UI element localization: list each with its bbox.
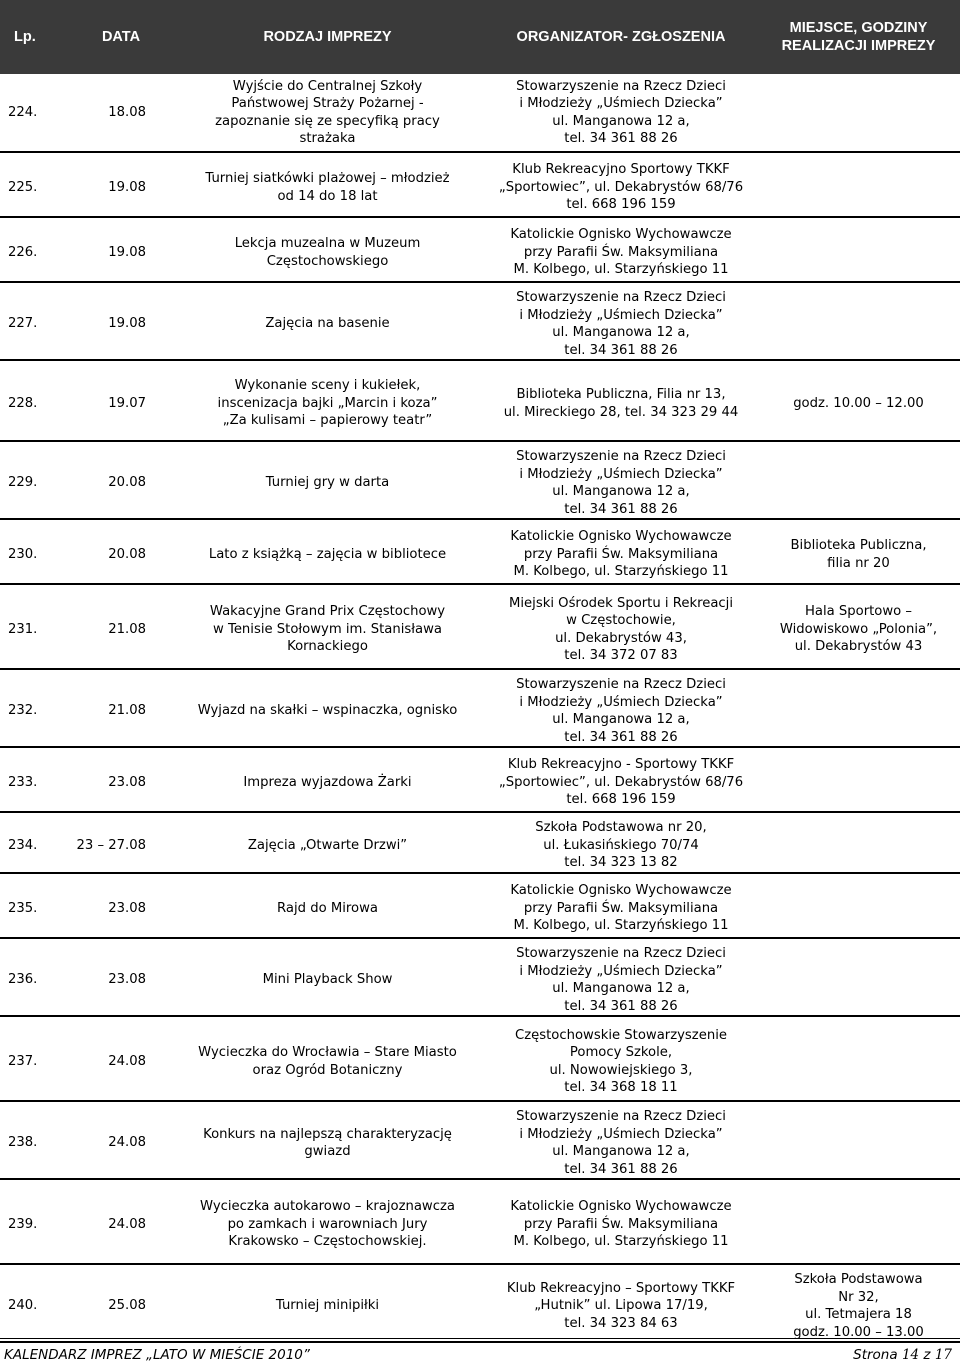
row-date: 24.08 [72,1023,170,1101]
row-organizer: Stowarzyszenie na Rzecz Dzieci i Młodzieży „Uśmiech Dziecka” ul. Manganowa 12 a, tel. 34 361 88 26 [485,448,757,519]
row-organizer: Klub Rekreacyjno – Sportowy TKKF „Hutnik” ul. Lipowa 17/19, tel. 34 323 84 63 [485,1271,757,1342]
row-place [757,159,960,217]
row-place [757,1186,960,1264]
table-row [0,1108,960,1179]
table-row [0,224,960,282]
footer-of-label: z [923,1347,931,1363]
header-lp: Lp. [0,0,72,74]
row-place [757,224,960,282]
row-organizer: Szkoła Podstawowa nr 20, ul. Łukasińskiego 70/74 tel. 34 323 13 82 [485,819,757,873]
row-place [757,1108,960,1179]
table-row [0,1186,960,1264]
row-lp: 227. [0,289,72,360]
row-event: Wyjście do Centralnej Szkoły Państwowej Straży Pożarnej - zapoznanie się ze specyfiką pracy strażaka [170,74,485,152]
table-body [0,74,960,1342]
table-row [0,819,960,873]
header-date: DATA [72,0,170,74]
footer-page-num: 14 [901,1347,920,1363]
footer-page-total: 17 [934,1347,952,1363]
row-event: Turniej gry w darta [170,448,485,519]
row-date: 24.08 [72,1186,170,1264]
row-event: Wykonanie sceny i kukiełek, inscenizacja bajki „Marcin i koza” „Za kulisami – papierowy teatr” [170,367,485,441]
row-event: Wakacyjne Grand Prix Częstochowy w Tenisie Stołowym im. Stanisława Kornackiego [170,591,485,669]
row-place [757,945,960,1016]
table-row [0,289,960,360]
header-place [757,0,960,74]
row-event: Mini Playback Show [170,945,485,1016]
row-lp: 230. [0,526,72,584]
table-row [0,1023,960,1101]
row-place [757,289,960,360]
row-date: 19.08 [72,159,170,217]
row-spacer [0,669,960,676]
row-lp: 234. [0,819,72,873]
row-date: 19.08 [72,224,170,282]
footer-title: KALENDARZ IMPREZ „LATO W MIEŚCIE 2010” [4,1347,310,1363]
header-organizer: ORGANIZATOR- ZGŁOSZENIA [485,0,757,74]
row-lp: 233. [0,754,72,812]
row-lp: 229. [0,448,72,519]
row-spacer [0,1179,960,1186]
row-place [757,676,960,747]
footer-page-label: Strona [853,1347,898,1363]
row-date: 25.08 [72,1271,170,1342]
row-date: 20.08 [72,526,170,584]
row-organizer: Katolickie Ognisko Wychowawcze przy Parafii Św. Maksymiliana M. Kolbego, ul. Starzyńskiego 11 [485,224,757,282]
row-event: Zajęcia na basenie [170,289,485,360]
row-organizer: Katolickie Ognisko Wychowawcze przy Parafii Św. Maksymiliana M. Kolbego, ul. Starzyńskiego 11 [485,526,757,584]
row-spacer [0,1016,960,1023]
row-date: 24.08 [72,1108,170,1179]
row-organizer: Biblioteka Publiczna, Filia nr 13, ul. Mireckiego 28, tel. 34 323 29 44 [485,367,757,441]
header-place-line1: MIEJSCE, GODZINY [789,20,928,36]
row-place [757,448,960,519]
row-event: Turniej minipiłki [170,1271,485,1342]
table-row [0,754,960,812]
row-organizer: Katolickie Ognisko Wychowawcze przy Parafii Św. Maksymiliana M. Kolbego, ul. Starzyńskiego 11 [485,1186,757,1264]
row-place: Szkoła Podstawowa Nr 32, ul. Tetmajera 18 godz. 10.00 – 13.00 [757,1271,960,1342]
row-lp: 224. [0,74,72,152]
row-lp: 238. [0,1108,72,1179]
row-place [757,74,960,152]
row-event: Lato z książką – zajęcia w bibliotece [170,526,485,584]
row-spacer [0,747,960,754]
row-date: 23.08 [72,945,170,1016]
row-lp: 228. [0,367,72,441]
row-spacer [0,938,960,945]
table-row [0,1271,960,1342]
row-spacer [0,519,960,526]
table-row [0,448,960,519]
row-event: Zajęcia „Otwarte Drzwi” [170,819,485,873]
row-organizer: Katolickie Ognisko Wychowawcze przy Parafii Św. Maksymiliana M. Kolbego, ul. Starzyńskiego 11 [485,880,757,938]
row-organizer: Stowarzyszenie na Rzecz Dzieci i Młodzieży „Uśmiech Dziecka” ul. Manganowa 12 a, tel. 34 361 88 26 [485,289,757,360]
row-organizer: Stowarzyszenie na Rzecz Dzieci i Młodzieży „Uśmiech Dziecka” ul. Manganowa 12 a, tel. 34 361 88 26 [485,945,757,1016]
row-lp: 226. [0,224,72,282]
row-place: Biblioteka Publiczna, filia nr 20 [757,526,960,584]
table-row [0,367,960,441]
row-lp: 231. [0,591,72,669]
row-lp: 237. [0,1023,72,1101]
row-event: Konkurs na najlepszą charakteryzację gwiazd [170,1108,485,1179]
row-lp: 232. [0,676,72,747]
row-event: Wyjazd na skałki – wspinaczka, ognisko [170,676,485,747]
row-place [757,754,960,812]
footer-page [853,1347,952,1363]
row-place [757,1023,960,1101]
table-header-row [0,0,960,74]
row-lp: 225. [0,159,72,217]
row-event: Lekcja muzealna w Muzeum Częstochowskiego [170,224,485,282]
row-spacer [0,1264,960,1271]
row-event: Turniej siatkówki plażowej – młodzież od 14 do 18 lat [170,159,485,217]
row-organizer: Częstochowskie Stowarzyszenie Pomocy Szkole, ul. Nowowiejskiego 3, tel. 34 368 18 11 [485,1023,757,1101]
row-lp: 240. [0,1271,72,1342]
row-date: 20.08 [72,448,170,519]
row-lp: 236. [0,945,72,1016]
row-place: godz. 10.00 – 12.00 [757,367,960,441]
page-footer [0,1338,960,1363]
row-organizer: Miejski Ośrodek Sportu i Rekreacji w Częstochowie, ul. Dekabrystów 43, tel. 34 372 07 83 [485,591,757,669]
row-organizer: Klub Rekreacyjno Sportowy TKKF „Sportowiec”, ul. Dekabrystów 68/76 tel. 668 196 159 [485,159,757,217]
row-date: 19.08 [72,289,170,360]
row-date: 23.08 [72,754,170,812]
table-row [0,526,960,584]
row-organizer: Stowarzyszenie na Rzecz Dzieci i Młodzieży „Uśmiech Dziecka” ul. Manganowa 12 a, tel. 34 361 88 26 [485,676,757,747]
row-spacer [0,152,960,159]
row-place: Hala Sportowo – Widowiskowo „Polonia”, ul. Dekabrystów 43 [757,591,960,669]
row-date: 18.08 [72,74,170,152]
row-spacer [0,441,960,448]
row-event: Impreza wyjazdowa Żarki [170,754,485,812]
row-spacer [0,584,960,591]
row-date: 19.07 [72,367,170,441]
header-type: RODZAJ IMPREZY [170,0,485,74]
row-event: Wycieczka autokarowo – krajoznawcza po zamkach i warowniach Jury Krakowsko – Częstochowskiej. [170,1186,485,1264]
row-spacer [0,217,960,224]
row-event: Wycieczka do Wrocławia – Stare Miasto oraz Ogród Botaniczny [170,1023,485,1101]
header-place-line2: REALIZACJI IMPREZY [781,38,936,54]
row-organizer: Klub Rekreacyjno - Sportowy TKKF „Sportowiec”, ul. Dekabrystów 68/76 tel. 668 196 159 [485,754,757,812]
row-organizer: Stowarzyszenie na Rzecz Dzieci i Młodzieży „Uśmiech Dziecka” ul. Manganowa 12 a, tel. 34 361 88 26 [485,74,757,152]
table-row [0,880,960,938]
row-event: Rajd do Mirowa [170,880,485,938]
row-date: 21.08 [72,676,170,747]
table-row [0,74,960,152]
row-date: 23 – 27.08 [72,819,170,873]
row-date: 21.08 [72,591,170,669]
row-place [757,880,960,938]
row-spacer [0,812,960,819]
table-row [0,591,960,669]
row-lp: 239. [0,1186,72,1264]
table-row [0,945,960,1016]
table-row [0,159,960,217]
table-row [0,676,960,747]
row-lp: 235. [0,880,72,938]
row-place [757,819,960,873]
row-spacer [0,873,960,880]
row-date: 23.08 [72,880,170,938]
row-organizer: Stowarzyszenie na Rzecz Dzieci i Młodzieży „Uśmiech Dziecka” ul. Manganowa 12 a, tel. 34 361 88 26 [485,1108,757,1179]
row-spacer [0,282,960,289]
row-spacer [0,1101,960,1108]
row-spacer [0,360,960,367]
